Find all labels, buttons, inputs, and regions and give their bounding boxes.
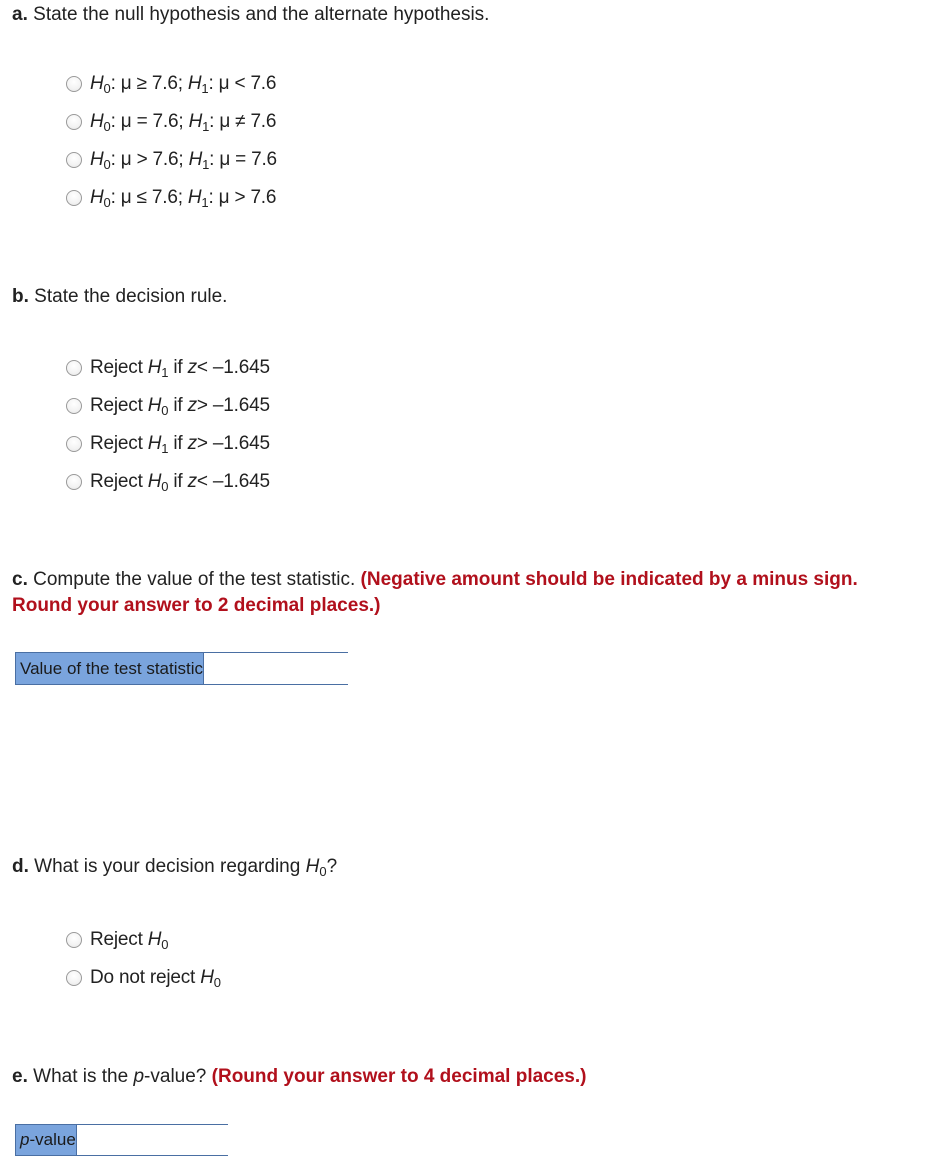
colon: : <box>110 72 116 94</box>
option-a-2-text: $H_0$: μ = 7.6; $H_1$: μ ≠ 7.6 <box>90 110 277 134</box>
h1-relation: μ ≠ 7.6 <box>219 110 277 132</box>
test-statistic-label: Value of the test statistic <box>16 653 204 684</box>
p-value-field <box>15 1124 228 1156</box>
h-symbol: H <box>200 966 214 988</box>
option-a-4[interactable] <box>66 184 276 212</box>
option-b-1[interactable] <box>66 354 270 382</box>
question-c-label: c. <box>12 569 28 590</box>
p-value-label <box>16 1125 77 1155</box>
colon: : <box>110 186 116 208</box>
h-symbol: H <box>147 470 162 492</box>
option-b-2[interactable] <box>66 392 270 420</box>
option-b-4[interactable] <box>66 468 270 496</box>
h1-symbol: H <box>188 148 203 170</box>
h-symbol: H <box>147 356 162 378</box>
radio-button[interactable] <box>66 76 82 92</box>
h-subscript: 1 <box>161 364 169 380</box>
option-b-2-text <box>90 395 270 418</box>
verb: Reject <box>90 356 143 378</box>
question-e-instruction: (Round your answer to 4 decimal places.) <box>211 1066 587 1087</box>
question-e <box>12 1064 586 1090</box>
question-c-text: Compute the value of the test statistic. <box>33 569 356 590</box>
variable: z <box>187 394 197 416</box>
option-text: Do not reject <box>90 966 196 988</box>
h1-relation: μ < 7.6 <box>218 72 277 94</box>
option-a-1[interactable] <box>66 70 276 98</box>
colon: : <box>110 148 116 170</box>
h0-symbol: H <box>90 110 104 132</box>
variable: z <box>187 356 197 378</box>
h0-relation: μ > 7.6 <box>120 148 179 170</box>
h0-relation: μ ≤ 7.6 <box>120 186 178 208</box>
option-d-1[interactable] <box>66 926 168 954</box>
option-d-2[interactable] <box>66 964 221 992</box>
colon: : <box>209 148 215 170</box>
question-e-label: e. <box>12 1066 28 1087</box>
h0-symbol: H <box>305 856 320 877</box>
option-a-3-text: $H_0$: μ > 7.6; $H_1$: μ = 7.6 <box>90 148 277 172</box>
relation: < –1.645 <box>196 356 270 378</box>
question-c-instruction-2: Round your answer to 2 decimal places.) <box>12 595 381 616</box>
relation: > –1.645 <box>196 394 270 416</box>
option-text: Reject <box>90 928 143 950</box>
option-a-1-text: $H_0$: μ ≥ 7.6; $H_1$: μ < 7.6 <box>90 72 277 96</box>
radio-button[interactable] <box>66 970 82 986</box>
cond: if <box>173 356 183 378</box>
colon: : <box>110 110 116 132</box>
h0-relation: μ = 7.6 <box>120 110 179 132</box>
p-value-input[interactable] <box>77 1125 310 1155</box>
option-b-3-text <box>90 433 270 456</box>
h-subscript: 0 <box>213 974 221 990</box>
h-symbol: H <box>147 432 162 454</box>
option-d-2-text <box>90 967 221 990</box>
radio-button[interactable] <box>66 152 82 168</box>
question-b-text: State the decision rule. <box>34 286 228 307</box>
question-mark: ? <box>326 856 338 877</box>
test-statistic-input[interactable] <box>204 653 437 684</box>
h-symbol: H <box>147 928 162 950</box>
option-d-1-text <box>90 929 168 952</box>
h1-relation: μ > 7.6 <box>218 186 277 208</box>
p-label-text: -value <box>29 1130 76 1149</box>
colon: : <box>208 186 214 208</box>
question-d-label: d. <box>12 856 29 877</box>
option-a-2[interactable] <box>66 108 276 136</box>
question-a <box>12 2 489 28</box>
question-e-text-pre: What is the <box>33 1066 129 1087</box>
question-c <box>12 567 932 619</box>
question-a-label: a. <box>12 4 28 25</box>
question-e-var: p <box>133 1066 145 1087</box>
radio-button[interactable] <box>66 436 82 452</box>
option-a-4-text: $H_0$: μ ≤ 7.6; $H_1$: μ > 7.6 <box>90 186 277 210</box>
relation: < –1.645 <box>196 470 270 492</box>
test-statistic-input-wrap <box>204 653 437 684</box>
option-a-3[interactable] <box>66 146 277 174</box>
verb: Reject <box>90 394 143 416</box>
radio-button[interactable] <box>66 114 82 130</box>
question-d-text: What is your decision regarding <box>34 856 301 877</box>
cond: if <box>173 394 183 416</box>
option-b-4-text <box>90 471 270 494</box>
semicolon: ; <box>178 148 184 170</box>
verb: Reject <box>90 470 143 492</box>
question-b-label: b. <box>12 286 29 307</box>
question-a-text: State the null hypothesis and the alternate hypothesis. <box>33 4 490 25</box>
h1-symbol: H <box>188 110 203 132</box>
h0-symbol: H <box>90 148 104 170</box>
h1-symbol: H <box>187 186 202 208</box>
h-symbol: H <box>147 394 162 416</box>
radio-button[interactable] <box>66 398 82 414</box>
question-e-text-post: -value? <box>144 1066 207 1087</box>
h-subscript: 0 <box>319 864 327 879</box>
radio-button[interactable] <box>66 474 82 490</box>
relation: > –1.645 <box>196 432 270 454</box>
question-b <box>12 284 227 310</box>
p-var: p <box>20 1130 30 1149</box>
question-c-instruction-1: (Negative amount should be indicated by a minus sign. <box>360 569 858 590</box>
radio-button[interactable] <box>66 360 82 376</box>
h0-symbol: H <box>90 186 104 208</box>
test-statistic-field <box>15 652 348 685</box>
verb: Reject <box>90 432 143 454</box>
semicolon: ; <box>178 110 184 132</box>
cond: if <box>173 432 183 454</box>
semicolon: ; <box>177 186 183 208</box>
h-subscript: 1 <box>161 440 169 456</box>
h1-relation: μ = 7.6 <box>219 148 277 170</box>
p-value-input-wrap <box>77 1125 310 1155</box>
variable: z <box>187 432 197 454</box>
h0-symbol: H <box>90 72 104 94</box>
option-b-1-text <box>90 357 270 380</box>
h1-symbol: H <box>187 72 202 94</box>
semicolon: ; <box>177 72 183 94</box>
h-subscript: 0 <box>161 478 169 494</box>
h0-relation: μ ≥ 7.6 <box>120 72 178 94</box>
cond: if <box>173 470 183 492</box>
h-subscript: 0 <box>161 402 169 418</box>
variable: z <box>187 470 197 492</box>
colon: : <box>208 72 214 94</box>
radio-button[interactable] <box>66 190 82 206</box>
question-d <box>12 854 337 885</box>
radio-button[interactable] <box>66 932 82 948</box>
h-subscript: 0 <box>161 936 169 952</box>
colon: : <box>209 110 215 132</box>
option-b-3[interactable] <box>66 430 270 458</box>
